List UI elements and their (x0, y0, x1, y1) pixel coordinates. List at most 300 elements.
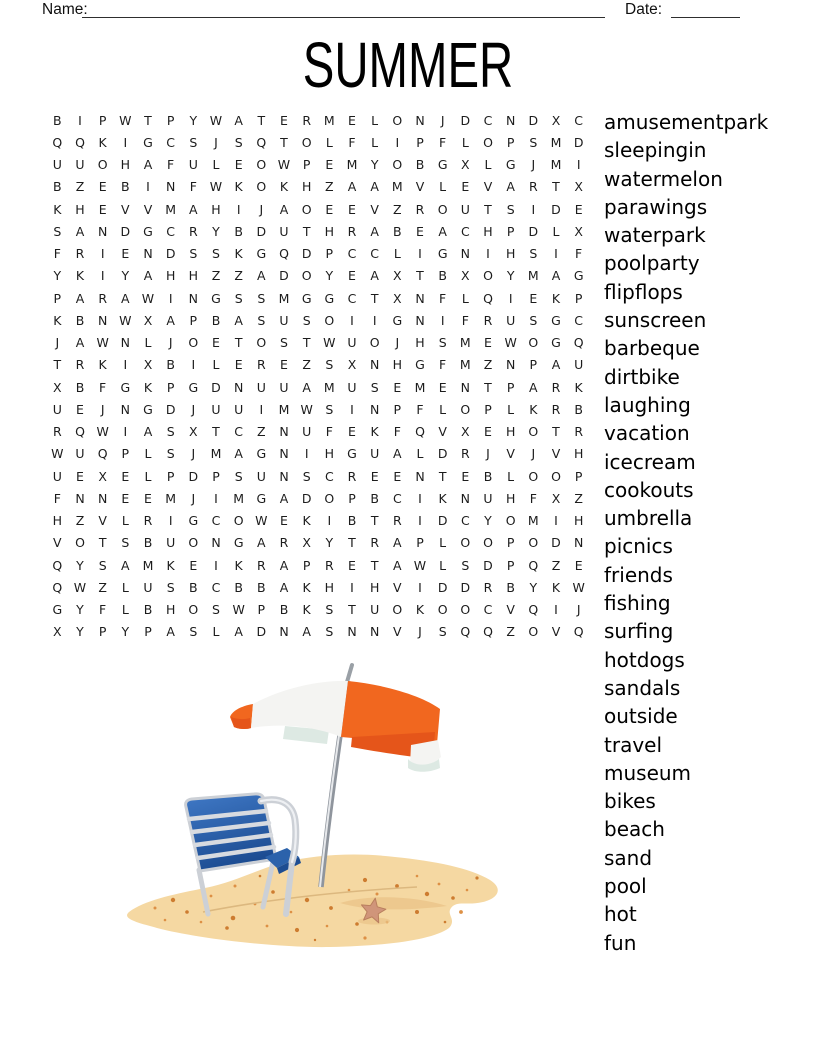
grid-letter: R (98, 290, 107, 306)
grid-letter: A (75, 290, 85, 306)
grid-letter: K (574, 379, 583, 395)
sand-speckle (363, 936, 366, 939)
grid-letter: I (191, 357, 196, 373)
grid-letter: U (302, 424, 312, 440)
grid-letter: X (98, 468, 107, 484)
grid-letter: S (234, 134, 243, 150)
grid-letter: H (75, 201, 85, 217)
grid-letter: I (486, 246, 490, 262)
grid-letter: I (440, 312, 445, 328)
grid-letter: F (189, 179, 197, 195)
word-list-item: friends (604, 562, 673, 587)
grid-letter: T (212, 424, 220, 440)
grid-letter: J (191, 490, 196, 506)
grid-letter: D (165, 401, 176, 417)
grid-letter: P (257, 602, 266, 618)
grid-letter: B (75, 312, 85, 328)
grid-letter: N (369, 624, 380, 640)
grid-letter: M (165, 201, 177, 217)
grid-letter: V (143, 201, 153, 217)
grid-letter: L (371, 134, 379, 150)
sand-speckle (451, 896, 455, 900)
grid-letter: I (418, 246, 422, 262)
grid-letter: F (529, 490, 537, 506)
grid-letter: N (460, 490, 470, 506)
word-list-item: laughing (604, 392, 691, 417)
grid-letter: P (506, 134, 515, 150)
grid-letter: F (99, 379, 107, 395)
grid-letter: M (550, 157, 562, 173)
date-label: Date: (625, 1, 663, 18)
grid-letter: H (573, 513, 584, 529)
grid-letter: W (141, 290, 155, 306)
grid-letter: R (574, 424, 583, 440)
sand-speckle (210, 895, 213, 898)
sand-speckle (295, 928, 299, 932)
word-list-item: outside (604, 704, 678, 729)
grid-letter: T (416, 268, 424, 284)
grid-letter: I (100, 246, 105, 262)
grid-letter: Z (302, 357, 311, 373)
grid-letter: I (123, 424, 128, 440)
grid-letter: T (370, 557, 379, 573)
grid-letter: P (506, 557, 515, 573)
grid-letter: O (256, 335, 267, 351)
grid-letter: Y (529, 579, 538, 595)
word-list-item: fishing (604, 591, 671, 616)
grid-letter: A (438, 223, 447, 239)
sand-speckle (459, 910, 463, 914)
grid-letter: K (143, 379, 153, 395)
grid-letter: Q (528, 557, 539, 573)
word-list-item: travel (604, 732, 663, 757)
grid-letter: P (98, 624, 107, 640)
grid-letter: B (234, 223, 243, 239)
word-list (604, 108, 768, 957)
grid-letter: F (53, 246, 61, 262)
grid-letter: K (234, 557, 243, 573)
grid-letter: G (392, 312, 403, 328)
grid-letter: F (325, 424, 333, 440)
grid-letter: O (528, 535, 539, 551)
grid-letter: O (528, 424, 539, 440)
grid-letter: R (460, 446, 470, 462)
grid-letter: E (76, 468, 84, 484)
grid-letter: E (280, 357, 288, 373)
grid-letter: H (324, 223, 335, 239)
grid-letter: Q (75, 134, 85, 150)
grid-letter: C (347, 246, 357, 262)
grid-letter: N (233, 379, 244, 395)
grid-letter: I (350, 579, 354, 595)
grid-letter: N (97, 223, 108, 239)
grid-letter: V (121, 201, 130, 217)
grid-letter: P (166, 379, 175, 395)
grid-letter: B (234, 579, 243, 595)
grid-letter: P (529, 357, 538, 373)
grid-letter: B (415, 157, 425, 173)
grid-letter: J (191, 446, 196, 462)
sand-speckle (185, 910, 189, 914)
grid-letter: C (211, 513, 221, 529)
word-list-item: surfing (604, 619, 674, 644)
grid-letter: A (143, 268, 153, 284)
grid-letter: R (256, 557, 266, 573)
grid-letter: V (53, 535, 62, 551)
grid-letter: G (188, 513, 199, 529)
grid-letter: U (279, 312, 289, 328)
grid-letter: H (165, 602, 176, 618)
grid-letter: D (256, 624, 267, 640)
grid-letter: A (506, 179, 515, 195)
grid-letter: Q (483, 624, 493, 640)
grid-letter: L (121, 579, 129, 595)
grid-letter: O (233, 513, 244, 529)
grid-letter: E (121, 468, 130, 484)
word-list-item: beach (604, 817, 665, 842)
grid-letter: S (212, 602, 220, 618)
grid-letter: K (53, 312, 62, 328)
grid-letter: Q (52, 579, 63, 595)
grid-letter: Z (325, 179, 334, 195)
word-list-item: sandals (604, 675, 681, 700)
grid-letter: S (325, 624, 334, 640)
grid-letter: Q (256, 134, 267, 150)
grid-letter: V (415, 179, 425, 195)
grid-letter: A (370, 179, 379, 195)
grid-letter: A (551, 357, 561, 373)
grid-letter: E (484, 424, 492, 440)
sand-speckle (171, 898, 175, 902)
grid-letter: N (97, 490, 108, 506)
grid-letter: I (168, 513, 173, 529)
grid-letter: W (73, 579, 87, 595)
grid-letter: N (460, 379, 470, 395)
grid-letter: H (301, 179, 312, 195)
grid-letter: W (323, 335, 336, 351)
grid-letter: A (121, 557, 130, 573)
grid-letter: V (506, 446, 515, 462)
grid-letter: Z (551, 557, 561, 573)
grid-letter: L (439, 179, 447, 195)
grid-letter: L (507, 401, 515, 417)
grid-letter: I (418, 579, 422, 595)
grid-letter: N (415, 468, 425, 484)
grid-letter: S (234, 468, 243, 484)
grid-letter: C (460, 513, 470, 529)
grid-letter: Y (370, 157, 379, 173)
grid-letter: F (167, 157, 175, 173)
grid-letter: M (459, 357, 471, 373)
grid-letter: L (144, 468, 152, 484)
grid-letter: I (554, 602, 558, 618)
grid-letter: U (166, 535, 176, 551)
grid-letter: A (393, 446, 402, 462)
grid-letter: W (504, 335, 517, 351)
grid-letter: C (574, 312, 584, 328)
grid-letter: S (121, 535, 130, 551)
grid-letter: Z (483, 357, 493, 373)
grid-letter: Y (325, 268, 334, 284)
grid-letter: J (418, 624, 422, 640)
grid-letter: R (370, 535, 379, 551)
grid-letter: E (98, 201, 107, 217)
grid-letter: T (302, 335, 311, 351)
grid-letter: S (370, 379, 379, 395)
grid-letter: S (529, 246, 538, 262)
grid-letter: H (369, 579, 380, 595)
grid-letter: N (279, 624, 289, 640)
grid-letter: N (505, 112, 516, 128)
grid-letter: I (100, 268, 105, 284)
grid-letter: E (189, 557, 198, 573)
sand-speckle (425, 892, 429, 896)
grid-letter: E (370, 468, 379, 484)
grid-letter: Y (76, 624, 84, 640)
grid-letter: P (302, 157, 311, 173)
grid-letter: W (96, 424, 109, 440)
grid-letter: E (574, 201, 583, 217)
grid-letter: L (144, 335, 152, 351)
grid-letter: G (437, 157, 448, 173)
grid-letter: L (552, 223, 560, 239)
grid-letter: G (437, 246, 448, 262)
grid-letter: S (189, 624, 198, 640)
sand-speckle (200, 921, 203, 924)
grid-letter: E (144, 490, 152, 506)
grid-letter: E (348, 112, 356, 128)
grid-letter: P (302, 557, 311, 573)
grid-letter: D (483, 557, 493, 573)
grid-letter: H (324, 579, 335, 595)
sand-speckle (363, 878, 367, 882)
grid-letter: U (256, 379, 266, 395)
grid-letter: O (460, 535, 471, 551)
grid-letter: Y (484, 513, 492, 529)
grid-letter: H (505, 424, 516, 440)
grid-letter: O (505, 513, 516, 529)
grid-letter: P (348, 490, 356, 506)
grid-letter: O (528, 624, 539, 640)
grid-letter: K (302, 579, 311, 595)
grid-letter: R (52, 424, 62, 440)
grid-letter: N (279, 424, 289, 440)
grid-letter: E (348, 424, 356, 440)
grid-letter: H (120, 157, 131, 173)
grid-letter: B (121, 179, 130, 195)
grid-letter: O (188, 335, 199, 351)
sand-speckle (271, 890, 275, 894)
grid-letter: G (233, 535, 244, 551)
grid-letter: G (551, 312, 561, 328)
grid-letter: D (120, 223, 131, 239)
grid-letter: X (143, 312, 153, 328)
name-blank-line (82, 1, 605, 18)
grid-letter: X (461, 157, 470, 173)
word-list-item: picnics (604, 534, 673, 559)
grid-letter: A (279, 579, 289, 595)
grid-letter: J (100, 401, 105, 417)
grid-letter: L (144, 446, 152, 462)
grid-letter: L (371, 112, 379, 128)
grid-letter: I (418, 490, 422, 506)
grid-letter: V (551, 446, 561, 462)
grid-letter: N (415, 312, 425, 328)
grid-letter: E (461, 179, 470, 195)
grid-letter: J (191, 401, 196, 417)
grid-letter: X (302, 535, 311, 551)
grid-letter: V (393, 579, 402, 595)
grid-letter: M (527, 513, 539, 529)
grid-letter: J (214, 134, 218, 150)
grid-letter: O (437, 602, 448, 618)
grid-letter: B (393, 223, 402, 239)
grid-letter: G (256, 246, 267, 262)
grid-letter: I (146, 179, 150, 195)
grid-letter: W (277, 157, 291, 173)
grid-letter: P (166, 112, 175, 128)
grid-letter: R (347, 223, 357, 239)
grid-letter: P (53, 290, 62, 306)
grid-letter: W (572, 579, 585, 595)
grid-letter: X (347, 357, 357, 373)
sand-speckle (290, 911, 293, 914)
grid-letter: O (301, 134, 312, 150)
grid-letter: C (483, 602, 493, 618)
grid-letter: O (188, 602, 199, 618)
grid-letter: E (76, 401, 84, 417)
grid-letter: B (75, 379, 85, 395)
grid-letter: I (78, 112, 82, 128)
grid-letter: H (573, 446, 584, 462)
grid-letter: O (75, 535, 85, 551)
grid-letter: A (234, 446, 243, 462)
grid-letter: E (484, 335, 492, 351)
grid-letter: T (98, 535, 107, 551)
grid-letter: I (372, 312, 377, 328)
grid-letter: L (507, 468, 515, 484)
grid-letter: F (439, 134, 447, 150)
grid-letter: A (257, 535, 266, 551)
grid-letter: A (279, 490, 289, 506)
grid-letter: U (188, 157, 198, 173)
grid-letter: R (302, 112, 311, 128)
grid-letter: R (483, 579, 493, 595)
grid-letter: D (551, 201, 561, 217)
grid-letter: C (166, 134, 176, 150)
grid-letter: U (574, 357, 584, 373)
grid-letter: E (574, 557, 583, 573)
grid-letter: S (302, 468, 311, 484)
word-list-item: pool (604, 874, 647, 899)
grid-letter: S (302, 312, 311, 328)
grid-letter: B (143, 602, 153, 618)
grid-letter: O (483, 268, 493, 284)
grid-letter: G (143, 134, 153, 150)
beach-illustration (115, 660, 515, 960)
grid-letter: E (325, 157, 334, 173)
grid-letter: M (323, 112, 335, 128)
grid-letter: G (505, 157, 516, 173)
grid-letter: E (461, 468, 470, 484)
word-list-item: sand (604, 845, 653, 870)
grid-letter: I (350, 312, 354, 328)
grid-letter: S (189, 246, 198, 262)
grid-letter: T (302, 223, 311, 239)
grid-letter: C (324, 468, 334, 484)
grid-letter: A (370, 223, 379, 239)
grid-letter: D (256, 223, 267, 239)
grid-letter: A (529, 379, 538, 395)
grid-letter: Q (528, 602, 539, 618)
grid-letter: E (348, 557, 356, 573)
grid-letter: F (461, 312, 469, 328)
grid-letter: S (280, 335, 288, 351)
grid-letter: U (347, 379, 357, 395)
word-list-item: dirtbike (604, 364, 680, 389)
grid-letter: S (506, 201, 515, 217)
word-list-item: parawings (604, 194, 708, 219)
grid-letter: W (209, 112, 223, 128)
grid-letter: I (531, 201, 536, 217)
grid-letter: E (529, 290, 538, 306)
grid-letter: I (395, 134, 400, 150)
grid-letter: N (120, 401, 130, 417)
grid-letter: Y (76, 557, 84, 573)
grid-letter: C (347, 290, 357, 306)
grid-letter: M (414, 379, 426, 395)
grid-letter: C (234, 424, 244, 440)
grid-letter: L (416, 446, 424, 462)
grid-letter: L (121, 602, 129, 618)
grid-letter: M (527, 268, 539, 284)
grid-letter: G (120, 379, 131, 395)
grid-letter: M (278, 290, 290, 306)
grid-letter: F (439, 357, 447, 373)
sand-speckle (415, 910, 419, 914)
grid-letter: J (576, 602, 581, 618)
grid-letter: D (437, 446, 448, 462)
grid-letter: D (279, 268, 289, 284)
grid-letter: B (574, 401, 583, 417)
grid-letter: Z (257, 424, 266, 440)
grid-letter: I (554, 246, 558, 262)
grid-letter: I (168, 290, 173, 306)
grid-letter: N (369, 401, 380, 417)
grid-letter: M (210, 446, 222, 462)
grid-letter: S (461, 557, 470, 573)
grid-letter: D (301, 490, 312, 506)
grid-letter: E (280, 513, 288, 529)
grid-letter: O (392, 112, 403, 128)
grid-letter: I (304, 446, 309, 462)
date-blank-line (671, 1, 740, 18)
grid-letter: F (348, 134, 356, 150)
grid-letter: D (188, 468, 199, 484)
grid-letter: N (188, 290, 198, 306)
word-list-item: vacation (604, 421, 690, 446)
grid-letter: R (324, 557, 334, 573)
grid-letter: K (302, 513, 311, 529)
grid-letter: D (573, 134, 584, 150)
grid-letter: U (460, 201, 470, 217)
grid-letter: Y (212, 223, 220, 239)
grid-letter: B (53, 112, 62, 128)
grid-letter: K (279, 179, 289, 195)
grid-letter: O (369, 335, 380, 351)
grid-letter: Y (76, 602, 84, 618)
grid-letter: L (212, 157, 220, 173)
